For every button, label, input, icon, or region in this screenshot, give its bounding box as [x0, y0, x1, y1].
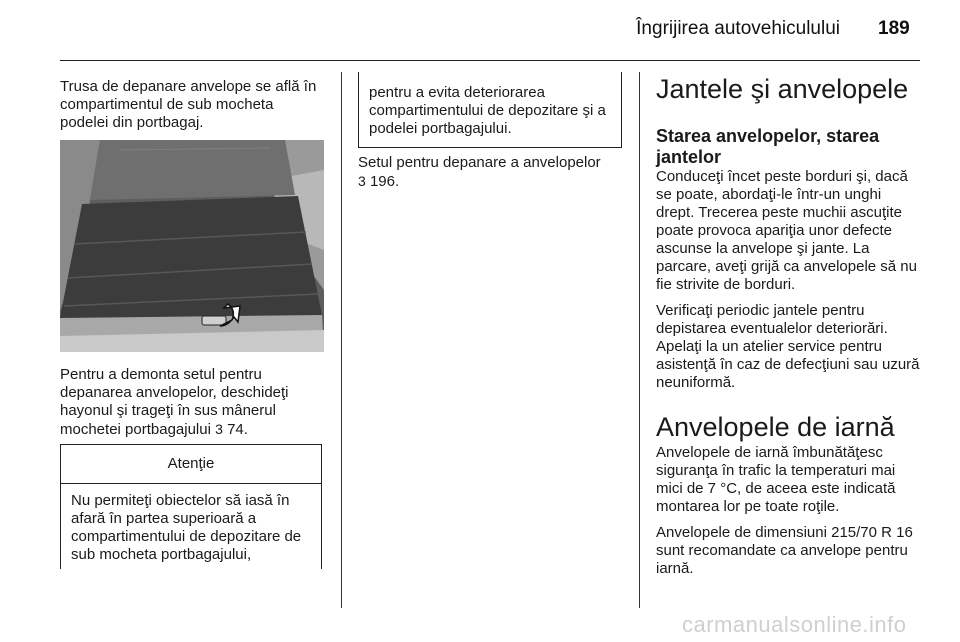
watermark: carmanualsonline.info	[682, 612, 907, 637]
kit-page-ref: 196.	[369, 173, 400, 190]
warning-body: Nu permiteţi obiectelor să iasă în afară în partea superioară a compartimentului de depozitare de sub mocheta portbagajului,	[71, 492, 302, 563]
page-number: 189	[878, 18, 910, 39]
warning-title: Atenţie	[61, 445, 321, 484]
intro-paragraph: Trusa de depanare anvelope se află în compartimentul de sub mocheta podelei din portbagaj.	[60, 78, 317, 131]
kit-reference-paragraph	[358, 154, 624, 191]
warning-continued-text: pentru a evita deteriorarea compartimentului de depozitare şi a podelei portbagajului.	[369, 84, 606, 137]
instructions-text: Pentru a demonta setul pentru depanarea anvelopelor, deschideţi hayonul şi trageţi în sus mânerul mochetei portbagajului	[60, 366, 289, 438]
column-divider-2	[639, 72, 640, 608]
paragraph-inspection: Verificaţi periodic jantele pentru depistarea eventualelor deteriorări. Apelaţi la un atelier service pentru asistenţă în caz de defecţiuni sau uzură neuniformă.	[656, 302, 920, 391]
kit-text: Setul pentru depanare a anvelopelor	[358, 154, 601, 171]
heading-winter-tyres: Anvelopele de iarnă	[656, 412, 895, 442]
column-1	[60, 78, 324, 132]
paragraph-winter-size: Anvelopele de dimensiuni 215/70 R 16 sunt recomandate ca anvelope pentru iarnă.	[656, 524, 913, 577]
warning-box	[60, 444, 322, 569]
heading-wheels-tyres: Jantele şi anvelopele	[656, 74, 909, 104]
page-header-title: Îngrijirea autovehiculului	[636, 18, 840, 39]
warning-box-continued	[358, 72, 622, 148]
instructions-page-ref: 74.	[227, 421, 248, 438]
header-rule	[60, 60, 920, 61]
paragraph-curbs: Conduceţi încet peste borduri şi, dacă se poate, abordaţi-le într-un unghi drept. Trecerea peste muchii ascuţite poate provoca apariţia unor defecte ascunse la anvelope şi jante. La parcare, aveţi grijă ca anvelopele să nu fie strivite de borduri.	[656, 168, 917, 293]
arrow-reference-icon: 3	[215, 421, 223, 437]
trunk-floor-photo	[60, 140, 324, 352]
column-3	[656, 74, 922, 578]
subheading-tyre-condition: Starea anvelopelor, starea jantelor	[656, 126, 880, 167]
arrow-reference-icon: 3	[358, 173, 366, 189]
instructions-paragraph	[60, 366, 324, 439]
column-divider-1	[341, 72, 342, 608]
paragraph-winter-safety: Anvelopele de iarnă îmbunătăţesc siguranţa în trafic la temperaturi mai mici de 7 °C, de aceea este indicată montarea lor pe toate roţile.	[656, 444, 896, 515]
